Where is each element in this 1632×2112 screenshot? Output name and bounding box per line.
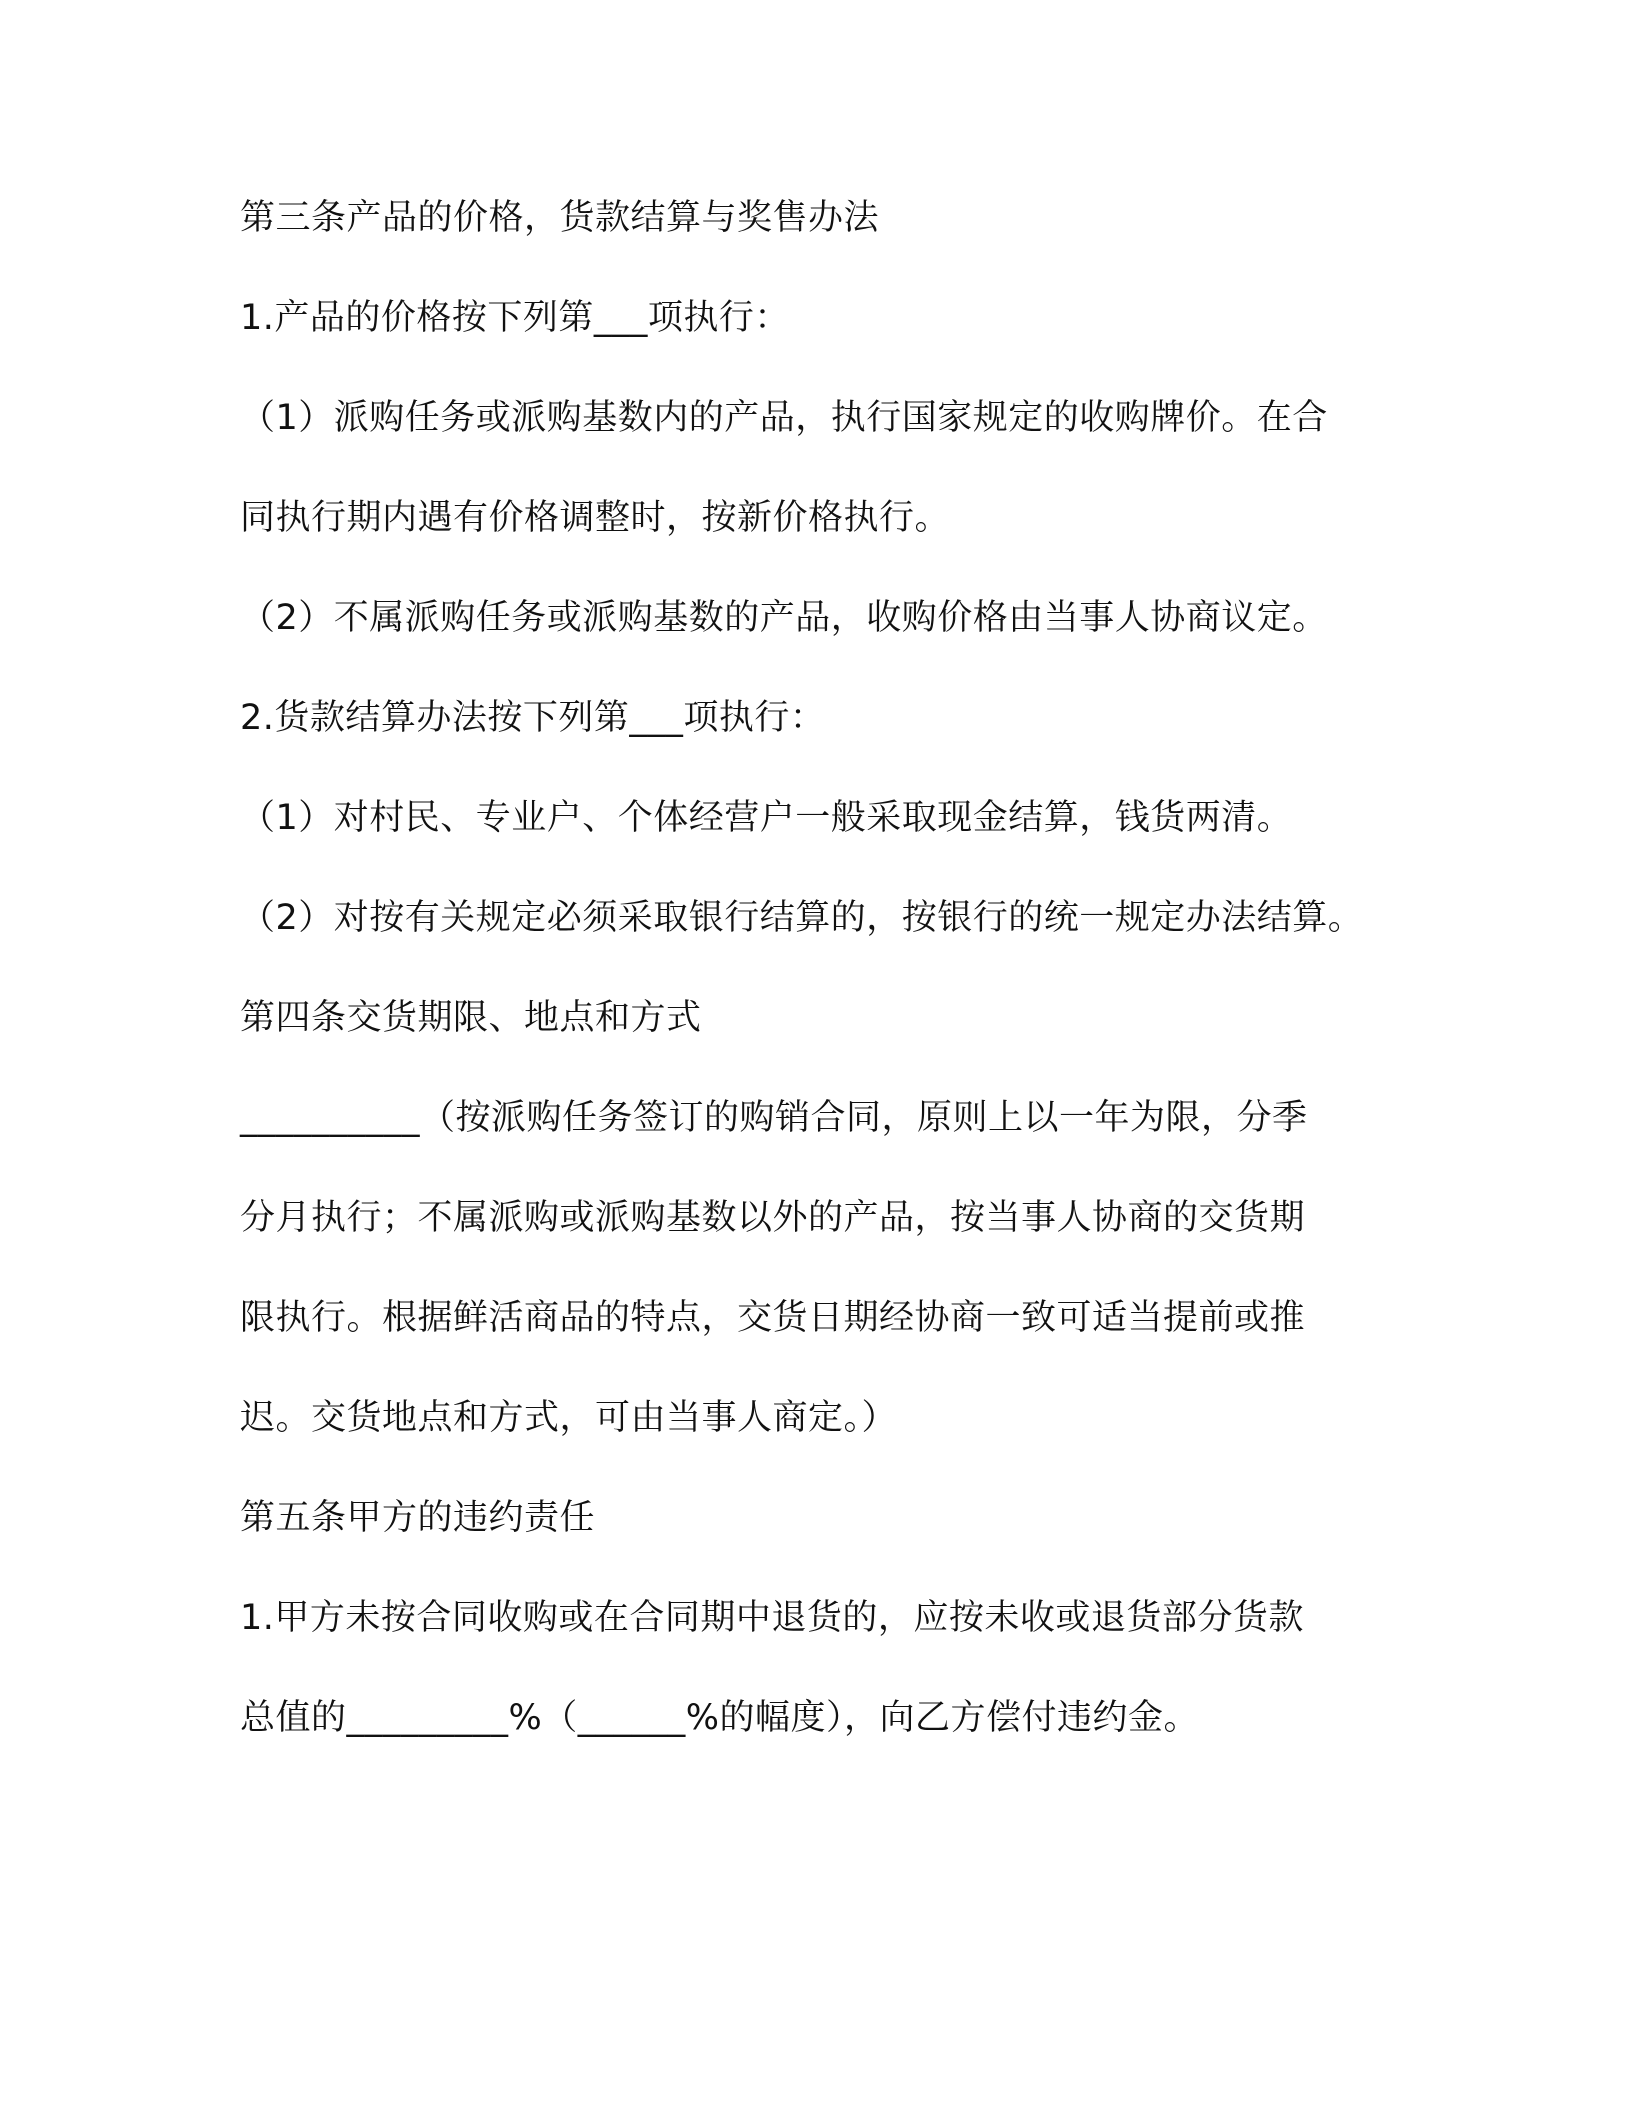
article-4-text-line-4: 迟。交货地点和方式，可由当事人商定。） [240, 1398, 898, 1438]
article-3-heading: 第三条产品的价格，货款结算与奖售办法 [240, 198, 880, 238]
clause-1-item-1-continued-text: 同执行期内遇有价格调整时，按新价格执行。 [240, 498, 951, 538]
article-5-clause-1-line-2: 总值的_________%（______%的幅度），向乙方偿付违约金。 [240, 1698, 1200, 1738]
article-4-text-line-2: 分月执行；不属派购或派购基数以外的产品，按当事人协商的交货期 [240, 1198, 1306, 1238]
clause-2-item-1-text: （1）对村民、专业户、个体经营户一般采取现金结算，钱货两清。 [240, 798, 1293, 838]
clause-1-item-1-text: （1）派购任务或派购基数内的产品，执行国家规定的收购牌价。在合 [240, 398, 1328, 438]
article-4-text-line-1: __________（按派购任务签订的购销合同，原则上以一年为限，分季 [240, 1098, 1308, 1138]
article-4-heading: 第四条交货期限、地点和方式 [240, 998, 702, 1038]
article-5-heading: 第五条甲方的违约责任 [240, 1498, 596, 1538]
article-4-text-line-3: 限执行。根据鲜活商品的特点，交货日期经协商一致可适当提前或推 [240, 1298, 1306, 1338]
clause-2-item-2-text: （2）对按有关规定必须采取银行结算的，按银行的统一规定办法结算。 [240, 898, 1364, 938]
clause-1-text: 1.产品的价格按下列第___项执行： [240, 298, 790, 338]
article-5-clause-1-line-1: 1.甲方未按合同收购或在合同期中退货的，应按未收或退货部分货款 [240, 1598, 1304, 1638]
clause-1-item-2-text: （2）不属派购任务或派购基数的产品，收购价格由当事人协商议定。 [240, 598, 1328, 638]
clause-2-text: 2.货款结算办法按下列第___项执行： [240, 698, 826, 738]
